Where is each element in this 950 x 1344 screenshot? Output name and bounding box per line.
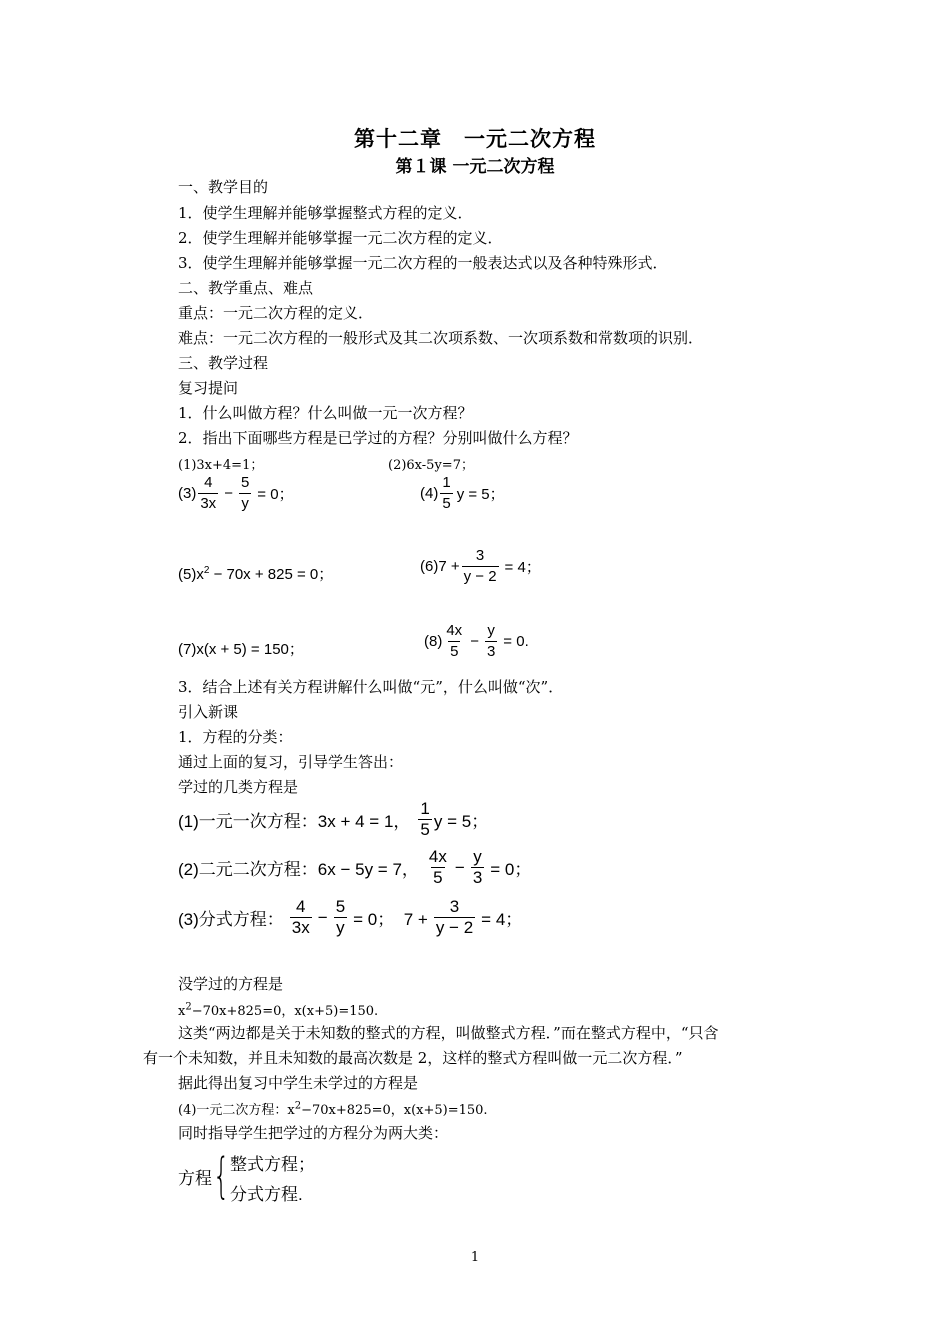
section-heading-keypoints: 二、教学重点、难点	[178, 279, 314, 297]
equation-3: (3) $\frac{4}{3x}$ − $\frac{5}{y}$ = 0；	[178, 474, 294, 512]
lesson-title: 第１课 一元二次方程	[395, 157, 555, 177]
section-heading-goals: 一、教学目的	[178, 178, 269, 196]
key-point: 重点：一元二次方程的定义．	[178, 304, 374, 322]
not-learned-equations: $x^2-70x+825=0$，x(x+5)=150.	[178, 1001, 379, 1019]
review-heading: 复习提问	[178, 379, 239, 397]
type-1-equations: (1)一元一次方程： 3x + 4 = 1， $\frac{1}{5}$ y = 5；	[178, 799, 489, 839]
definition-paragraph-line-1: 这类“两边都是关于未知数的整式的方程，叫做整式方程．”而在整式方程中，“只含	[178, 1024, 719, 1042]
question-1: 1．什么叫做方程？什么叫做一元一次方程？	[178, 404, 473, 422]
goal-2: 2．使学生理解并能够掌握一元二次方程的定义．	[178, 229, 503, 247]
tree-root: 方程	[178, 1169, 212, 1188]
section-heading-process: 三、教学过程	[178, 354, 269, 372]
goal-1: 1．使学生理解并能够掌握整式方程的定义．	[178, 204, 473, 222]
guide-text: 通过上面的复习，引导学生答出：	[178, 753, 404, 771]
equation-4: (4) $\frac{1}{5}$ y = 5；	[420, 474, 505, 512]
type-3-equations: (3)分式方程： $\frac{4}{3x}$ − $\frac{5}{y}$ = 0； 7 + $\frac{3}{y - 2}$ = 4；	[178, 897, 523, 937]
brace-icon: {	[212, 1148, 230, 1204]
classify-heading: 1．方程的分类：	[178, 728, 293, 746]
equation-1: (1)3x+4=1；	[178, 458, 264, 473]
difficulty: 难点：一元二次方程的一般形式及其二次项系数、一次项系数和常数项的识别．	[178, 329, 704, 347]
equation-8: (8) $\frac{4x}{5}$ − $\frac{y}{3}$ = 0.	[424, 622, 529, 660]
learned-types-text: 学过的几类方程是	[178, 778, 299, 796]
goal-3: 3．使学生理解并能够掌握一元二次方程的一般表达式以及各种特殊形式．	[178, 254, 668, 272]
not-learned-text: 没学过的方程是	[178, 975, 284, 993]
page-number: 1	[470, 1250, 480, 1265]
derive-text: 据此得出复习中学生未学过的方程是	[178, 1074, 419, 1092]
type-4-equations: (4)一元二次方程：$x^2-70x+825=0$，x(x+5)=150.	[178, 1100, 488, 1118]
definition-paragraph-line-2: 有一个未知数，并且未知数的最高次数是 2，这样的整式方程叫做一元二次方程．”	[143, 1049, 683, 1067]
new-lesson-heading: 引入新课	[178, 703, 239, 721]
equation-7: (7)x(x + 5) = 150；	[178, 641, 304, 658]
divide-text: 同时指导学生把学过的方程分为两大类：	[178, 1124, 449, 1142]
equation-2: (2)6x-5y=7；	[388, 458, 474, 473]
tree-branch-fractional: 分式方程.	[230, 1185, 303, 1204]
type-2-equations: (2)二元二次方程： 6x − 5y = 7， $\frac{4x}{5}$ − $\frac{y}{3}$ = 0；	[178, 847, 532, 887]
question-3: 3．结合上述有关方程讲解什么叫做“元”，什么叫做“次”．	[178, 678, 564, 696]
chapter-title: 第十二章 一元二次方程	[354, 126, 596, 151]
question-2: 2．指出下面哪些方程是已学过的方程？分别叫做什么方程？	[178, 429, 578, 447]
tree-branch-integral: 整式方程；	[230, 1155, 315, 1174]
equation-5: $(5)x^2 - 70x + 825 = 0$；	[178, 565, 334, 583]
equation-6: (6)7 + $\frac{3}{y - 2}$ = 4；	[420, 547, 541, 585]
